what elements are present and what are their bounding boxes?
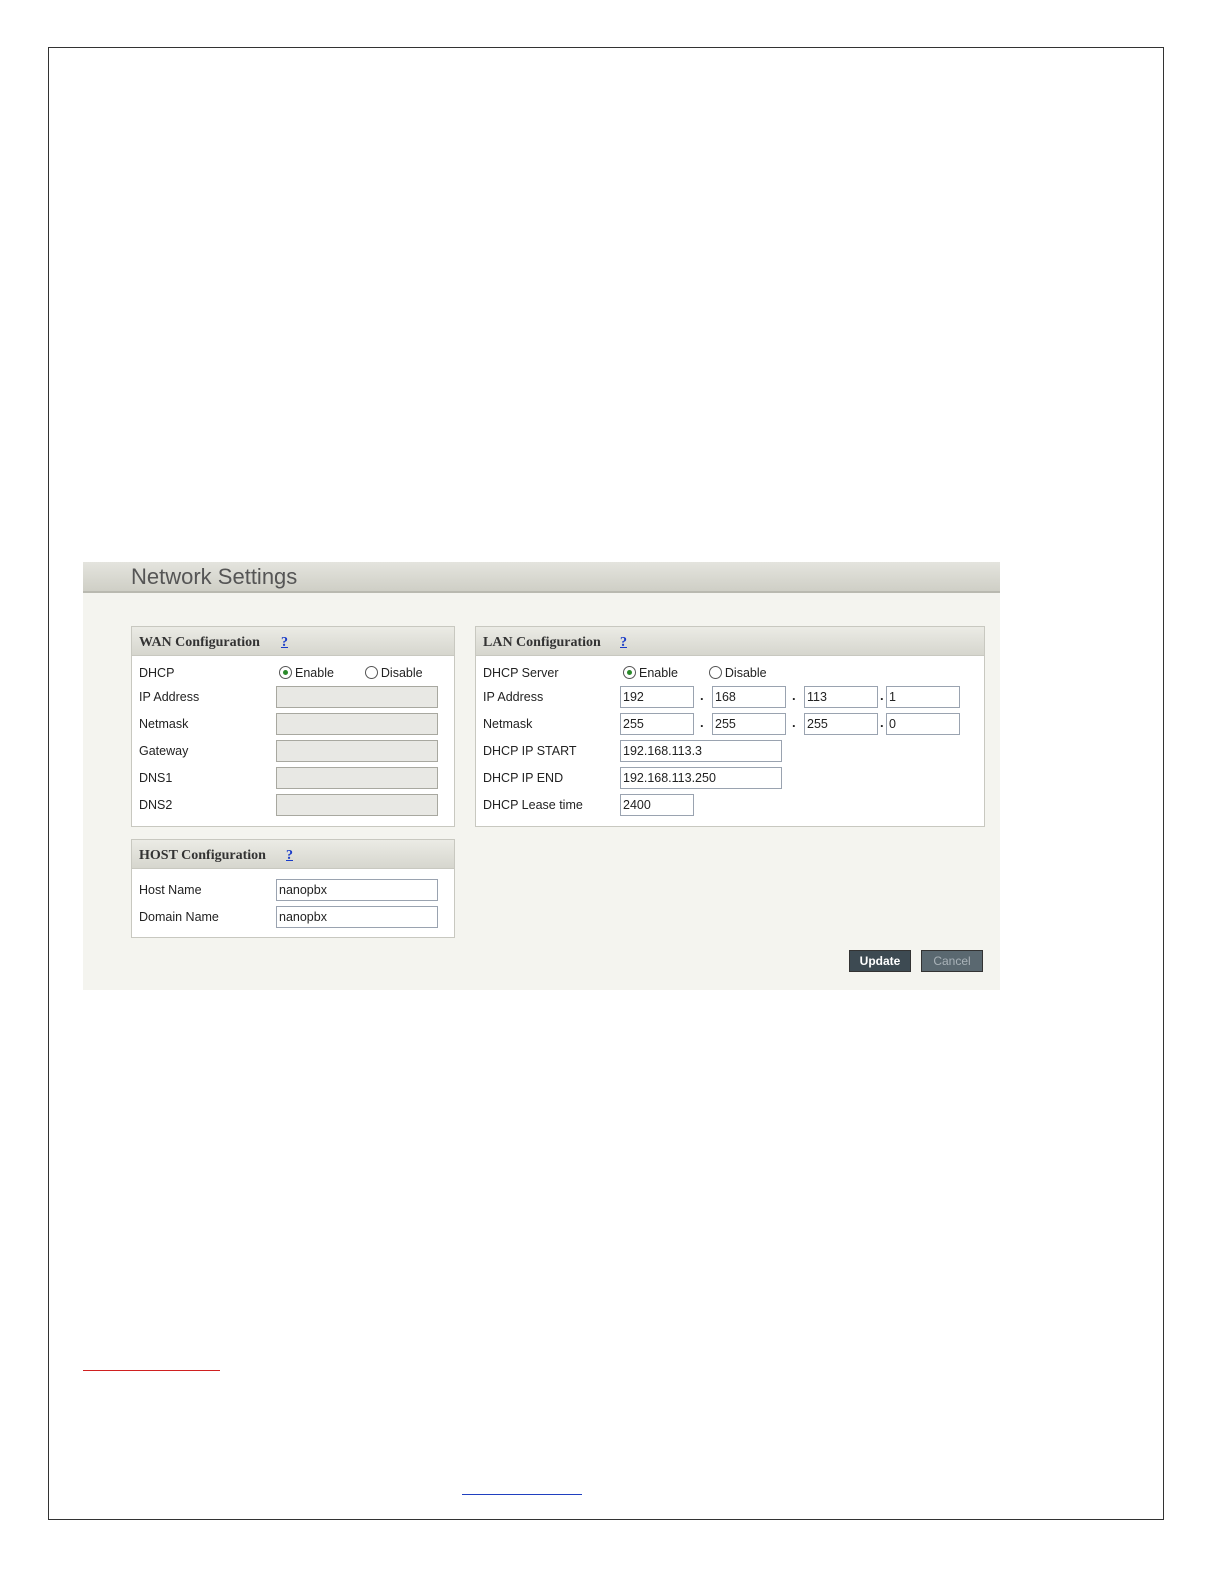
wan-dns2-label: DNS2 xyxy=(139,798,173,812)
wan-dhcp-disable-label: Disable xyxy=(380,666,423,680)
wan-dns1-input[interactable] xyxy=(276,767,438,789)
lan-netmask-octet-4[interactable] xyxy=(886,713,960,735)
network-settings-window xyxy=(83,562,1000,990)
host-name-input[interactable] xyxy=(276,879,438,901)
lan-help-link[interactable]: ? xyxy=(620,635,627,650)
lan-ip-octet-2[interactable] xyxy=(712,686,786,708)
lan-dhcp-disable-radio[interactable] xyxy=(709,666,722,679)
wan-netmask-input[interactable] xyxy=(276,713,438,735)
lan-ip-dot-1: . xyxy=(700,688,704,703)
update-button[interactable]: Update xyxy=(849,950,911,972)
lan-dhcp-end-label: DHCP IP END xyxy=(483,771,564,785)
wan-dhcp-label: DHCP xyxy=(139,666,175,680)
wan-help-link[interactable]: ? xyxy=(281,635,288,650)
domain-name-input[interactable] xyxy=(276,906,438,928)
wan-dhcp-disable-radio[interactable] xyxy=(365,666,378,679)
host-panel-title: HOST Configuration xyxy=(139,848,266,863)
wan-dns2-input[interactable] xyxy=(276,794,438,816)
host-configuration-panel xyxy=(131,839,455,938)
lan-dhcp-server-label: DHCP Server xyxy=(483,666,559,680)
lan-netmask-dot-3: . xyxy=(880,715,884,730)
wan-configuration-panel xyxy=(131,626,455,827)
lan-netmask-octet-2[interactable] xyxy=(712,713,786,735)
lan-ip-dot-3: . xyxy=(880,688,884,703)
wan-dhcp-radio-group xyxy=(279,666,423,680)
cancel-button[interactable]: Cancel xyxy=(921,950,983,972)
lan-netmask-octet-1[interactable] xyxy=(620,713,694,735)
page-title: Network Settings xyxy=(131,564,298,589)
wan-dns1-label: DNS1 xyxy=(139,771,173,785)
blue-rule-divider xyxy=(462,1494,582,1495)
wan-panel-title: WAN Configuration xyxy=(139,635,260,650)
lan-netmask-label: Netmask xyxy=(483,717,533,731)
lan-configuration-panel xyxy=(475,626,985,827)
lan-panel-header xyxy=(476,627,984,656)
lan-dhcp-start-label: DHCP IP START xyxy=(483,744,577,758)
lan-ip-dot-2: . xyxy=(792,688,796,703)
wan-ip-label: IP Address xyxy=(139,690,200,704)
wan-panel-header xyxy=(132,627,454,656)
title-bar xyxy=(83,562,1000,593)
wan-gateway-input[interactable] xyxy=(276,740,438,762)
wan-netmask-label: Netmask xyxy=(139,717,189,731)
lan-dhcp-enable-label: Enable xyxy=(639,666,678,680)
lan-ip-label: IP Address xyxy=(483,690,544,704)
host-panel-header xyxy=(132,840,454,869)
lan-dhcp-end-input[interactable] xyxy=(620,767,782,789)
lan-dhcp-enable-radio[interactable] xyxy=(623,666,636,679)
wan-gateway-label: Gateway xyxy=(139,744,189,758)
lan-lease-time-label: DHCP Lease time xyxy=(483,798,583,812)
wan-dhcp-enable-label: Enable xyxy=(295,666,334,680)
lan-netmask-dot-2: . xyxy=(792,715,796,730)
host-name-label: Host Name xyxy=(139,883,202,897)
lan-dhcp-disable-label: Disable xyxy=(724,666,767,680)
lan-lease-time-input[interactable] xyxy=(620,794,694,816)
domain-name-label: Domain Name xyxy=(139,910,219,924)
wan-ip-input[interactable] xyxy=(276,686,438,708)
lan-dhcp-radio-group xyxy=(623,666,767,680)
lan-ip-octet-4[interactable] xyxy=(886,686,960,708)
lan-ip-octet-3[interactable] xyxy=(804,686,878,708)
wan-dhcp-enable-radio[interactable] xyxy=(279,666,292,679)
host-help-link[interactable]: ? xyxy=(286,848,293,863)
lan-netmask-octet-3[interactable] xyxy=(804,713,878,735)
red-rule-divider xyxy=(83,1370,220,1371)
lan-dhcp-start-input[interactable] xyxy=(620,740,782,762)
lan-ip-octet-1[interactable] xyxy=(620,686,694,708)
lan-panel-title: LAN Configuration xyxy=(483,635,601,650)
lan-netmask-dot-1: . xyxy=(700,715,704,730)
